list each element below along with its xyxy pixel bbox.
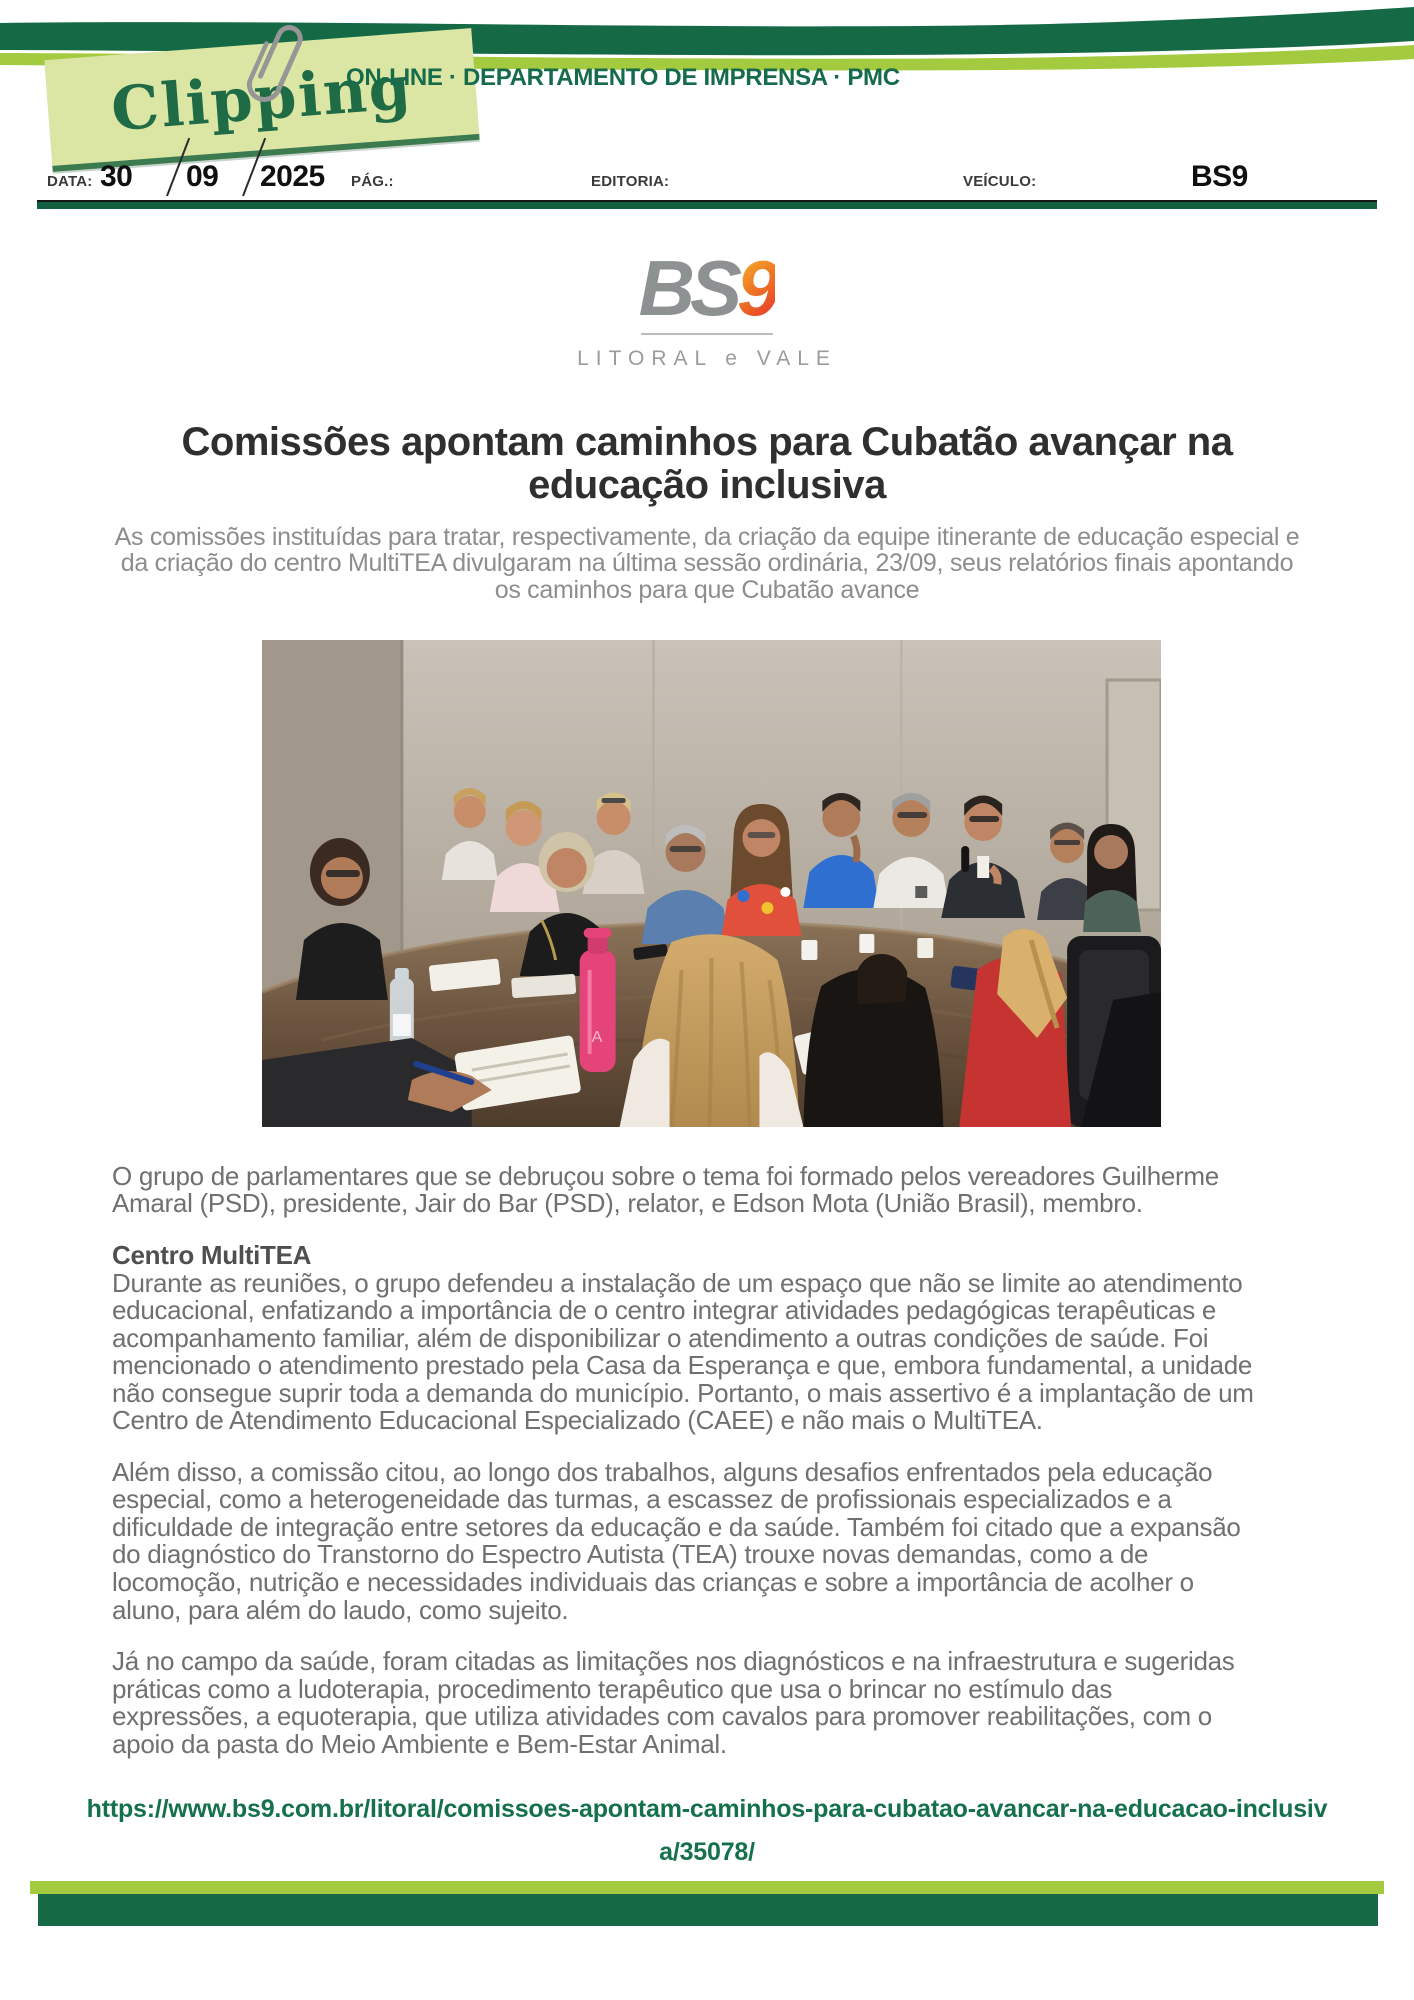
bs9-logo [638, 244, 776, 332]
veiculo-value: BS9 [1191, 160, 1248, 193]
bs9-logo-bs: BS [638, 244, 737, 332]
editoria-label: EDITORIA: [591, 173, 670, 190]
clipping-label: Clipping [108, 52, 415, 146]
banner-text: ON-LINE · DEPARTAMENTO DE IMPRENSA · PMC [346, 64, 900, 91]
article-body [112, 1160, 1254, 1759]
paragraph-2: Durante as reuniões, o grupo defendeu a instalação de um espaço que não se limite ao atendimento educacional, enfatizando a importância de o centro integrar atividades pedagógicas terapêuticas e acompanhamento familiar, além de disponibilizar o atendimento a outras condições de saúde. Foi mencionado o atendimento prestado pela Casa da Esperança e que, embora fundamental, a unidade não consegue suprir toda a demanda do município. Portanto, o mais assertivo é a implantação de um Centro de Atendimento Educacional Especializado (CAEE) e não mais o MultiTEA. [112, 1267, 1254, 1436]
clipping-header [0, 0, 1414, 215]
date-month: 09 [186, 160, 219, 193]
date-year: 2025 [260, 160, 325, 193]
data-label: DATA: [47, 173, 93, 190]
section-heading: Centro MultiTEA [112, 1240, 312, 1271]
meta-row [0, 128, 1414, 198]
paragraph-4: Já no campo da saúde, foram citadas as limitações nos diagnósticos e na infraestrutura e sugeridas práticas como a ludoterapia, procedimento terapêutico que usa o brincar no estímulo das expressões, a equoterapia, que utiliza atividades com cavalos para promover reabilitações, com o apoio da pasta do Meio Ambiente e Bem-Estar Animal. [112, 1646, 1235, 1759]
meta-divider-rule [37, 200, 1377, 209]
svg-text:A: A [591, 1028, 603, 1046]
date-day: 30 [100, 160, 133, 193]
meeting-photo [262, 640, 1161, 1127]
vehicle-logo-block [0, 215, 1414, 371]
pag-label: PÁG.: [351, 173, 394, 190]
veiculo-label: VEÍCULO: [963, 173, 1037, 190]
bs9-logo-nine: 9 [736, 244, 776, 332]
article-url-link[interactable]: https://www.bs9.com.br/litoral/comissoes-apontam-caminhos-para-cubatao-avancar-na-educacao-inclusiva/35078/ [86, 1795, 1328, 1866]
paragraph-1: O grupo de parlamentares que se debruçou sobre o tema foi formado pelos vereadores Guilherme Amaral (PSD), presidente, Jair do Bar (PSD), relator, e Edson Mota (União Brasil), membro. [112, 1160, 1219, 1219]
logo-divider [641, 333, 773, 335]
footer-bar-dark-green [38, 1894, 1378, 1926]
article-title: Comissões apontam caminhos para Cubatão avançar na educação inclusiva [181, 420, 1233, 508]
footer-bar-light-green [30, 1881, 1384, 1894]
paragraph-3: Além disso, a comissão citou, ao longo dos trabalhos, alguns desafios enfrentados pela educação especial, como a heterogeneidade das turmas, a escassez de profissionais especializados e a dificuldade de integração entre setores da educação e da saúde. Também foi citado que a expansão do diagnóstico do Transtorno do Espectro Autista (TEA) trouxe novas demandas, como a de locomoção, nutrição e necessidades individuais das crianças e sobre a importância de acolher o aluno, para além do laudo, como sujeito. [112, 1456, 1241, 1625]
logo-tagline: LITORAL e VALE [577, 347, 837, 371]
article-lead: As comissões instituídas para tratar, respectivamente, da criação da equipe itinerante de educação especial e da criação do centro MultiTEA divulgaram na última sessão ordinária, 23/09, seus relatórios finais apontando os caminhos para que Cubatão avance [114, 522, 1300, 605]
